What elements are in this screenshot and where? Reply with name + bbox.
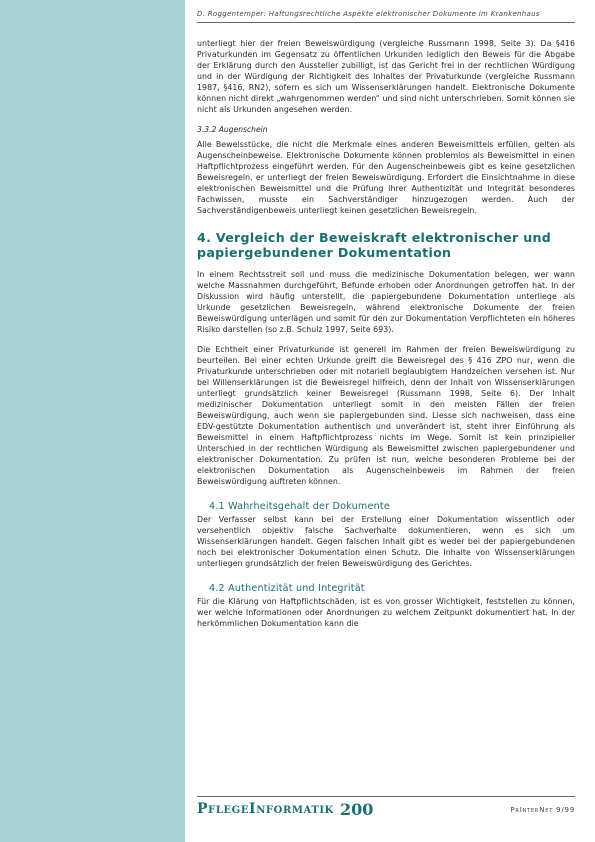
header-rule [197,22,575,23]
paragraph: Die Echtheit einer Privaturkunde ist generell im Rahmen der freien Beweiswürdigung zu beurteilen. Bei einer echten Urkunde greift die Beweisregel des § 416 ZPO nur, wenn die Privaturkunde unterschrieben oder mit notariell beglaubigtem Handzeichen versehen ist. Nur bei Willenserklärungen ist die Beweisregel hilfreich, denn der Inhalt von Wissenserklärungen unterliegt grundsätzlich keiner Beweisregel (Russmann 1998, Seite 6). Der Inhalt medizinischer Dokumentation unterliegt somit in den meisten Fällen der freien Beweiswürdigung, auch wenn sie papiergebunden sind. Liesse sich nachweisen, dass eine EDV-gestützte Dokumentation authentisch und unverändert ist, steht ihrer Einführung als Beweismittel in einem Haftpflichtprozess nichts im Wege. Somit ist kein prinzipieller Unterschied in der rechtlichen Würdigung als Beweismittel zwischen papiergebundener und elektronischer Dokumentation. Zu prüfen ist nun, welche besonderen Probleme bei der elektronischen Dokumentation als Augenscheinbeweis im Rahmen der freien Beweiswürdigung auftreten können. [197,345,575,486]
paragraph: unterliegt hier der freien Beweiswürdigung (vergleiche Russmann 1998, Seite 3). Da §416 Privaturkunden im Gegensatz zu öffentlichen Urkunden lediglich den Beweis für die Abgabe der Erklärung durch den Aussteller zubilligt, ist das Gericht frei in der rechtlichen Würdigung und in der Würdigung der Richtigkeit des Inhaltes der Privaturkunde (vergleiche Russmann 1987, §416, RN2), sofern es sich um Wissenserklärungen handelt. Elektronische Dokumente können nicht direkt „wahrgenommen werden“ und sind nicht unterschrieben. Somit können sie nicht als Urkunden angesehen werden. [197,39,575,114]
paragraph: In einem Rechtsstreit soll und muss die medizinische Dokumentation belegen, wer wann welche Massnahmen durchgeführt, Befunde erhoben oder Anordnungen getroffen hat. In der Diskussion wird häufig unterstellt, die papiergebundene Dokumentation unterliege als Urkunde gesetzlichen Beweisregeln, während elektronische Dokumente der freien Beweiswürdigung unterlägen und somit für den zur Dokumentation Verpflichteten ein höheres Risiko darstellen (so z.B. Schulz 1997, Seite 693). [197,270,575,334]
left-sidebar-band [0,0,185,842]
section-4-heading: 4. Vergleich der Beweiskraft elektronischer und papiergebundener Dokumentation [197,230,552,260]
paragraph: Der Verfasser selbst kann bei der Erstellung einer Dokumentation wissentlich oder versehentlich objektiv falsche Sachverhalte dokumentieren, wenn es sich um Wissenserklärungen handelt. Gegen falschen Inhalt gibt es weder bei der papiergebundenen noch bei elektronischer Dokumentation einen Schutz. Die Inhalte von Wissenserklärungen unterliegen grundsätzlich der freien Beweiswürdigung des Gerichtes. [197,515,575,568]
page-footer [197,796,575,826]
journal-brand: PflegeInformatik [197,801,334,817]
issue-label: PrInterNet 9/99 [510,806,575,814]
paragraph: Alle Beweisstücke, die nicht die Merkmale eines anderen Beweismittels erfüllen, gelten als Augenscheinbeweise. Elektronische Dokumente können problemlos als Beweismittel in einen Haftpflichtprozess eingeführt werden. Für den Augenscheinbeweis gibt es keine gesetzlichen Beweisregeln, er unterliegt der freien Beweiswürdigung. Erfordert die Einsichtnahme in diese elektronischen Beweismittel und die Prüfung ihrer Authentizität und Integrität besonderes Fachwissen, musste ein Sachverständiger hinzugezogen werden. Auch der Sachverständigenbeweis unterliegt keinen gesetzlichen Beweisregeln. [197,140,575,215]
section-4-2-heading: 4.2 Authentizität und Integrität [209,583,365,594]
section-4-1-heading: 4.1 Wahrheitsgehalt der Dokumente [209,501,390,512]
section-3-3-2-title: 3.3.2 Augenschein [197,125,268,134]
main-content [197,38,575,638]
paragraph: Für die Klärung von Haftpflichtschäden, ist es von grosser Wichtigkeit, feststellen zu können, wer welche Informationen oder Anordnungen zu welchem Zeitpunkt dokumentiert hat. In der herkömmlichen Dokumentation kann die [197,597,575,628]
page-number: 200 [340,800,374,819]
footer-rule [197,796,575,797]
running-head: D. Roggentemper: Haftungsrechtliche Aspekte elektronischer Dokumente im Krankenhaus [197,10,540,18]
